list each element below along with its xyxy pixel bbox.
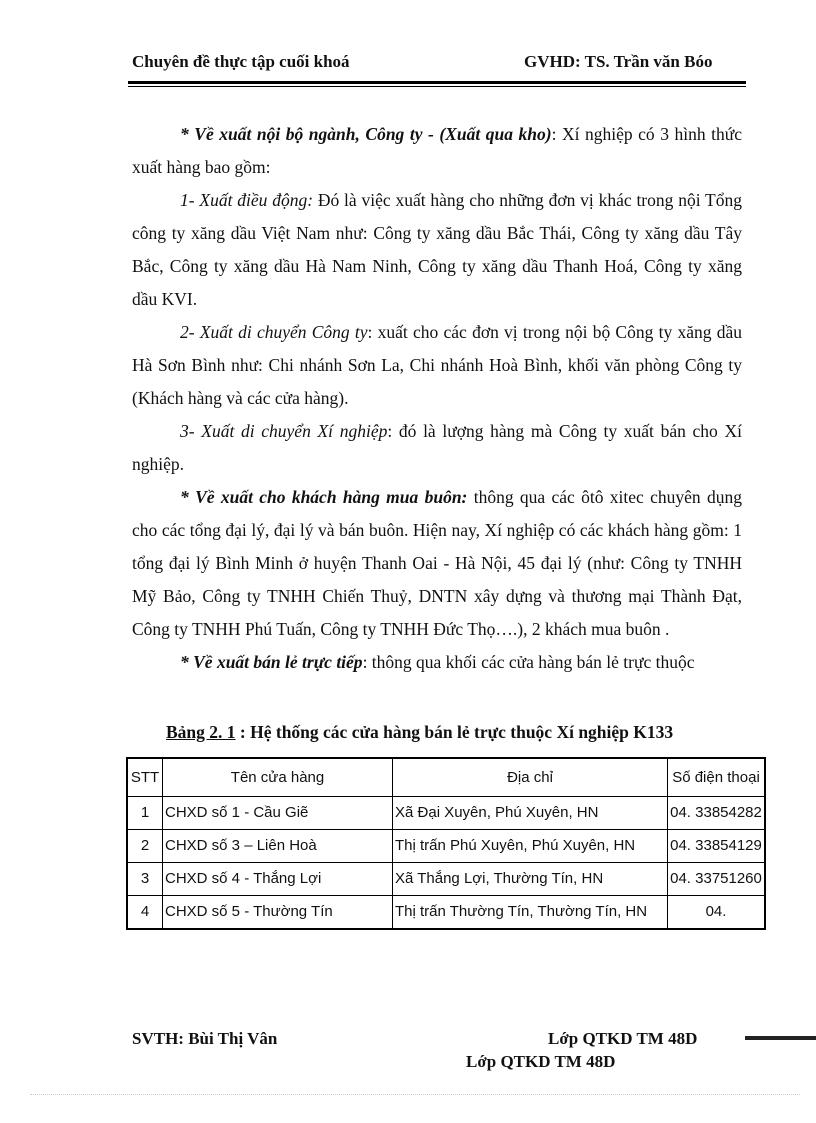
paragraph-text: : đó là lượng hàng mà Công ty xuất bán cho Xí nghiệp. [132,421,742,474]
paragraph-internal-export [132,118,742,184]
cell-phone: 04. [668,896,766,930]
cell-stt: 3 [127,863,163,896]
paragraph-heading: * Về xuất nội bộ ngành, Công ty - (Xuất qua kho) [180,124,552,144]
cell-address: Thị trấn Thường Tín, Thường Tín, HN [393,896,668,930]
paragraph-heading: 3- Xuất di chuyển Xí nghiệp [180,421,388,441]
col-header-name: Tên cửa hàng [163,758,393,797]
cell-address: Xã Đại Xuyên, Phú Xuyên, HN [393,797,668,830]
paragraph-heading: * Về xuất bán lẻ trực tiếp [180,652,363,672]
paragraph-text: : Xí nghiệp có 3 hình thức xuất hàng bao gồm: [132,124,742,177]
footer-class: Lớp QTKD TM 48D [548,1029,698,1048]
table-row [127,830,765,863]
stores-table [126,757,766,930]
paragraph-text: Đó là việc xuất hàng cho những đơn vị khác trong nội Tổng công ty xăng dầu Việt Nam như: Công ty xăng dầu Bắc Thái, Công ty xăng dầu Tây Bắc, Công ty xăng dầu Hà Nam Ninh, Công ty xăng dầu Thanh Hoá, Công ty xăng dầu KVI. [132,190,742,309]
paragraph-text: : thông qua khối các cửa hàng bán lẻ trực thuộc [362,652,695,672]
cell-phone: 04. 33854129 [668,830,766,863]
cell-address: Xã Thắng Lợi, Thường Tín, HN [393,863,668,896]
cell-name: CHXD số 4 - Thắng Lợi [163,863,393,896]
table-row [127,896,765,930]
table-row [127,863,765,896]
table-caption-label: Bảng 2. 1 [166,722,236,742]
table-caption-text: : Hệ thống các cửa hàng bán lẻ trực thuộc Xí nghiệp K133 [235,722,674,742]
paragraph-retail [132,646,742,679]
cell-name: CHXD số 5 - Thường Tín [163,896,393,930]
footer-divider [745,1036,816,1040]
col-header-address: Địa chỉ [393,758,668,797]
paragraph-heading: 1- Xuất điều động: [180,190,314,210]
paragraph-transfer-export [132,184,742,316]
cell-phone: 04. 33751260 [668,863,766,896]
cell-address: Thị trấn Phú Xuyên, Phú Xuyên, HN [393,830,668,863]
paragraph-heading: 2- Xuất di chuyển Công ty [180,322,368,342]
table-header-row [127,758,765,797]
header-divider [128,81,746,87]
cell-stt: 4 [127,896,163,930]
footer-class-repeat: Lớp QTKD TM 48D [466,1052,616,1071]
table-caption [166,722,673,743]
footer-student: SVTH: Bùi Thị Vân [132,1029,278,1048]
cell-stt: 2 [127,830,163,863]
paragraph-wholesale [132,481,742,646]
paragraph-enterprise-move [132,415,742,481]
cell-stt: 1 [127,797,163,830]
cell-name: CHXD số 1 - Cầu Giẽ [163,797,393,830]
header-advisor: GVHD: TS. Trần văn Bóo [524,52,713,71]
document-body [132,118,742,679]
table-row [127,797,765,830]
header-title: Chuyên đề thực tập cuối khoá [132,52,350,71]
cell-phone: 04. 33854282 [668,797,766,830]
col-header-phone: Số điện thoại [668,758,766,797]
paragraph-heading: * Về xuất cho khách hàng mua buôn: [180,487,468,507]
col-header-stt: STT [127,758,163,797]
paragraph-company-move [132,316,742,415]
page-edge [30,1094,800,1095]
cell-name: CHXD số 3 – Liên Hoà [163,830,393,863]
paragraph-text: thông qua các ôtô xitec chuyên dụng cho các tổng đại lý, đại lý và bán buôn. Hiện nay, Xí nghiệp có các khách hàng gồm: 1 tổng đại lý Bình Minh ở huyện Thanh Oai - Hà Nội, 45 đại lý (như: Công ty TNHH Mỹ Bảo, Công ty TNHH Chiến Thuỷ, DNTN xây dựng và thương mại Thành Đạt, Công ty TNHH Phú Tuấn, Công ty TNHH Đức Thọ….), 2 khách mua buôn . [132,487,742,639]
paragraph-text: : xuất cho các đơn vị trong nội bộ Công ty xăng dầu Hà Sơn Bình như: Chi nhánh Sơn La, Chi nhánh Hoà Bình, khối văn phòng Công ty (Khách hàng và các cửa hàng). [132,322,742,408]
